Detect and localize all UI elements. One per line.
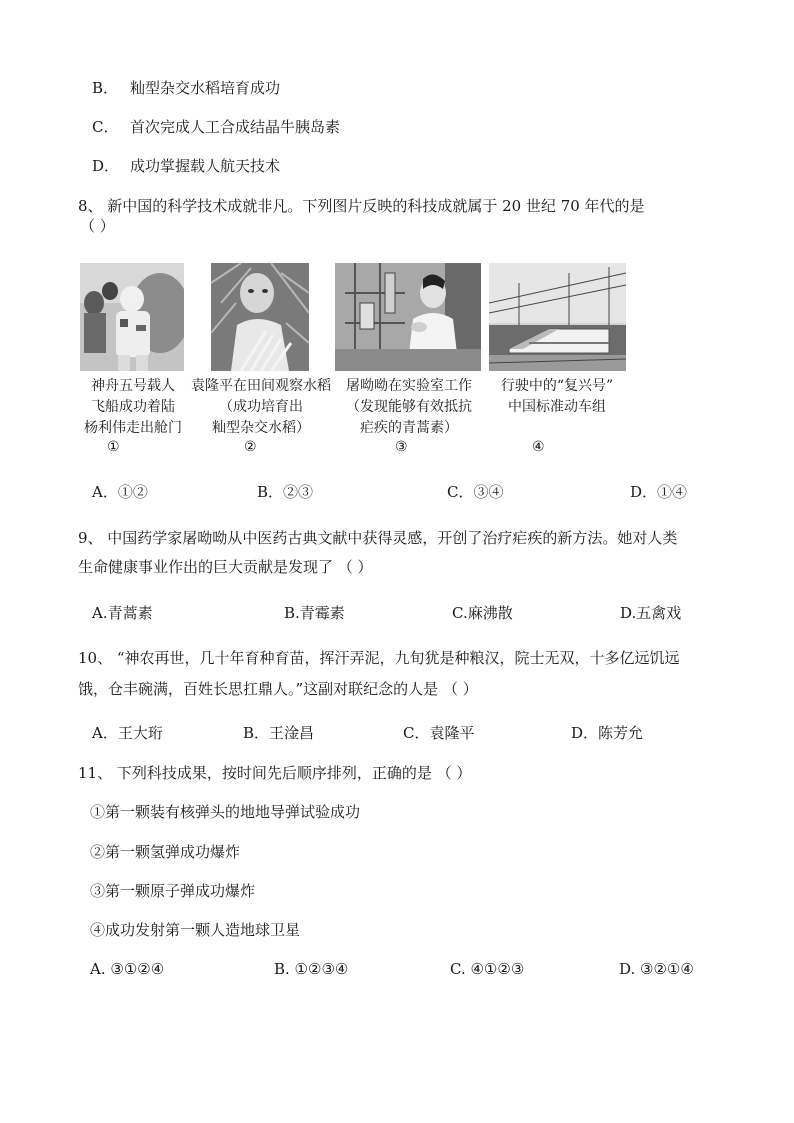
lab-illustration [335, 263, 481, 371]
image-number-1: ① [107, 439, 120, 455]
caption-line: 袁隆平在田间观察水稻 [191, 378, 331, 394]
option-letter: D． [92, 157, 120, 175]
q8-stem: 8、 新中国的科学技术成就非凡。下列图片反映的科技成就属于 20 世纪 70 年代的是 [78, 197, 645, 215]
q11-item-1: ①第一颗装有核弹头的地地导弹试验成功 [90, 803, 361, 821]
q11-item-2: ②第一颗氢弹成功爆炸 [90, 843, 241, 861]
q11-option-b[interactable]: B. ①②③④ [274, 960, 349, 978]
q10-stem-line1: 10、 “神农再世，几十年育种育苗，挥汗弄泥，九旬犹是种粮汉，院士无双，十多亿远饥远 [78, 649, 680, 667]
photo-fuxing-train [489, 263, 626, 371]
q11-option-c[interactable]: C. ④①②③ [450, 960, 525, 978]
caption-line: 杨利伟走出舱门 [84, 420, 182, 436]
image-number-2: ② [244, 439, 257, 455]
q9-option-d[interactable]: D.五禽戏 [620, 604, 682, 622]
q10-stem-line2: 饿，仓丰碗满，百姓长思扛鼎人。”这副对联纪念的人是 （ ） [78, 680, 478, 698]
astronaut-illustration [80, 263, 184, 371]
q8-option-d[interactable]: D．①④ [630, 483, 688, 501]
caption-line: 神舟五号载人 [91, 378, 175, 394]
q10-option-b[interactable]: B．王淦昌 [243, 724, 315, 742]
q8-option-a[interactable]: A．①② [92, 483, 148, 501]
q9-stem-line1: 9、 中国药学家屠呦呦从中医药古典文献中获得灵感，开创了治疗疟疾的新方法。她对人类 [78, 529, 678, 547]
train-illustration [489, 263, 626, 371]
q9-option-a[interactable]: A.青蒿素 [92, 604, 153, 622]
q8-option-c[interactable]: C．③④ [447, 483, 504, 501]
caption-1 [78, 376, 188, 439]
q11-option-a[interactable]: A. ③①②④ [90, 960, 165, 978]
option-text: 成功掌握载人航天技术 [130, 157, 281, 175]
caption-line: 飞船成功着陆 [91, 399, 175, 415]
field-illustration [211, 263, 309, 371]
q11-option-d[interactable]: D. ③②①④ [619, 960, 694, 978]
caption-line: 中国标准动车组 [508, 399, 606, 415]
caption-line: 行驶中的“复兴号” [500, 378, 614, 394]
photo-yuan-longping [211, 263, 309, 371]
caption-line: （发现能够有效抵抗 [346, 399, 472, 415]
caption-line: 疟疾的青蒿素） [360, 420, 458, 436]
q11-stem: 11、 下列科技成果，按时间先后顺序排列，正确的是 （ ） [78, 764, 472, 782]
option-text: 首次完成人工合成结晶牛胰岛素 [130, 118, 341, 136]
q7-option-d [92, 156, 280, 176]
q9-option-c[interactable]: C.麻沸散 [452, 604, 513, 622]
q10-option-d[interactable]: D．陈芳允 [571, 724, 644, 742]
q7-option-c [92, 117, 340, 137]
q11-item-4: ④成功发射第一颗人造地球卫星 [90, 921, 301, 939]
photo-astronaut [80, 263, 184, 371]
q8-option-b[interactable]: B．②③ [257, 483, 314, 501]
caption-line: （成功培育出 [219, 399, 303, 415]
q10-option-c[interactable]: C．袁隆平 [403, 724, 475, 742]
caption-line: 籼型杂交水稻） [212, 420, 310, 436]
image-number-4: ④ [532, 439, 545, 455]
q7-option-b [92, 78, 280, 98]
q11-item-3: ③第一颗原子弹成功爆炸 [90, 882, 256, 900]
caption-4 [484, 376, 630, 418]
q10-option-a[interactable]: A．王大珩 [92, 724, 163, 742]
q9-stem-line2: 生命健康事业作出的巨大贡献是发现了 （ ） [78, 558, 373, 576]
caption-3 [338, 376, 480, 439]
caption-2 [188, 376, 334, 439]
option-text: 籼型杂交水稻培育成功 [130, 79, 281, 97]
photo-tu-youyou [335, 263, 481, 371]
q8-answer-paren: （ ） [80, 217, 115, 235]
q9-option-b[interactable]: B.青霉素 [284, 604, 345, 622]
image-number-3: ③ [395, 439, 408, 455]
option-letter: C． [92, 118, 119, 136]
option-letter: B． [92, 79, 119, 97]
caption-line: 屠呦呦在实验室工作 [346, 378, 472, 394]
